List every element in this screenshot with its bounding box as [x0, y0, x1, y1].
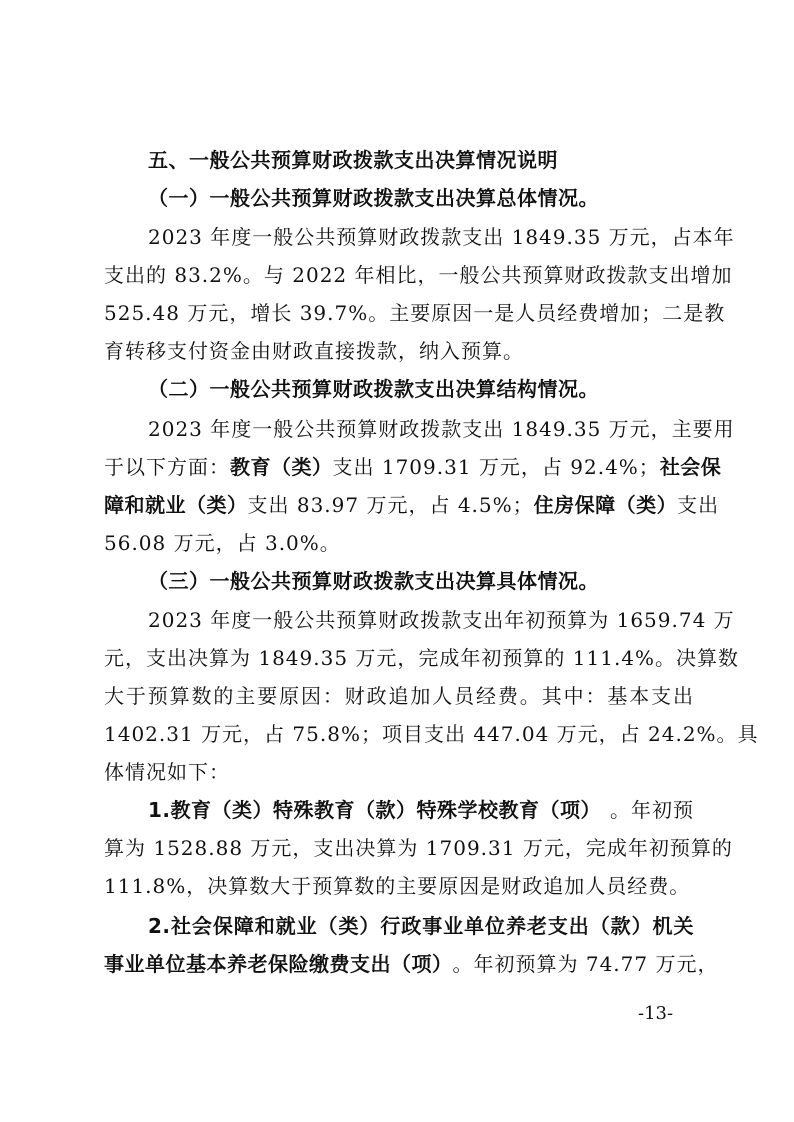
item-1-line-3: 111.8%，决算数大于预算数的主要原因是财政追加人员经费。 — [104, 874, 691, 898]
bold-category: 障和就业（类） — [104, 493, 248, 517]
paragraph-2-line-1: 2023 年度一般公共预算财政拨款支出 1849.35 万元，主要用 — [148, 417, 735, 441]
paragraph-3-line-4: 1402.31 万元，占 75.8%；项目支出 447.04 万元，占 24.2%。具 — [104, 722, 759, 746]
paragraph-2-line-3 — [104, 486, 720, 524]
page-number: -13- — [638, 1003, 674, 1024]
paragraph-1-line-4: 育转移支付资金由财政直接拨款，纳入预算。 — [104, 339, 524, 363]
paragraph-2-line-2 — [104, 448, 722, 486]
paragraph-1-line-1: 2023 年度一般公共预算财政拨款支出 1849.35 万元，占本年 — [148, 225, 735, 249]
item-2-title-line-2: 事业单位基本养老保险缴费支出（项） — [104, 952, 453, 976]
bold-category: 社会保 — [659, 455, 722, 479]
text-run: 支出 1709.31 万元，占 92.4%； — [332, 455, 660, 479]
paragraph-3-line-3: 大于预算数的主要原因：财政追加人员经费。其中：基本支出 — [104, 684, 694, 708]
paragraph-1-line-2: 支出的 83.2%。与 2022 年相比，一般公共预算财政拨款支出增加 — [104, 263, 733, 287]
text-run: 。年初预算为 74.77 万元， — [452, 952, 719, 976]
item-2-line-2 — [104, 945, 719, 983]
text-run: 支出 — [677, 493, 720, 517]
paragraph-3-line-1: 2023 年度一般公共预算财政拨款支出年初预算为 1659.74 万 — [148, 608, 735, 632]
item-1-title: 1.教育（类）特殊教育（款）特殊学校教育（项） — [148, 798, 602, 822]
bold-category: 住房保障（类） — [533, 493, 678, 517]
text-run: 于以下方面： — [104, 455, 230, 479]
text-run: 支出 83.97 万元，占 4.5%； — [247, 493, 534, 517]
item-2-title-line-1: 2.社会保障和就业（类）行政事业单位养老支出（款）机关 — [148, 914, 694, 938]
item-1-line-1 — [148, 791, 694, 829]
paragraph-3-line-2: 元，支出决算为 1849.35 万元，完成年初预算的 111.4%。决算数 — [104, 646, 740, 670]
paragraph-2-line-4: 56.08 万元，占 3.0%。 — [104, 531, 341, 555]
subsection-2-heading: （二）一般公共预算财政拨款支出决算结构情况。 — [148, 377, 599, 401]
bold-category: 教育（类） — [230, 455, 333, 479]
text-run: 。年初预 — [610, 798, 694, 822]
paragraph-3-line-5: 体情况如下： — [104, 760, 230, 784]
paragraph-1-line-3: 525.48 万元，增长 39.7%。主要原因一是人员经费增加；二是教 — [104, 301, 726, 325]
section-heading: 五、一般公共预算财政拨款支出决算情况说明 — [148, 148, 558, 172]
item-1-line-2: 算为 1528.88 万元，支出决算为 1709.31 万元，完成年初预算的 — [104, 836, 733, 860]
subsection-1-heading: （一）一般公共预算财政拨款支出决算总体情况。 — [148, 186, 599, 210]
subsection-3-heading: （三）一般公共预算财政拨款支出决算具体情况。 — [148, 569, 599, 593]
